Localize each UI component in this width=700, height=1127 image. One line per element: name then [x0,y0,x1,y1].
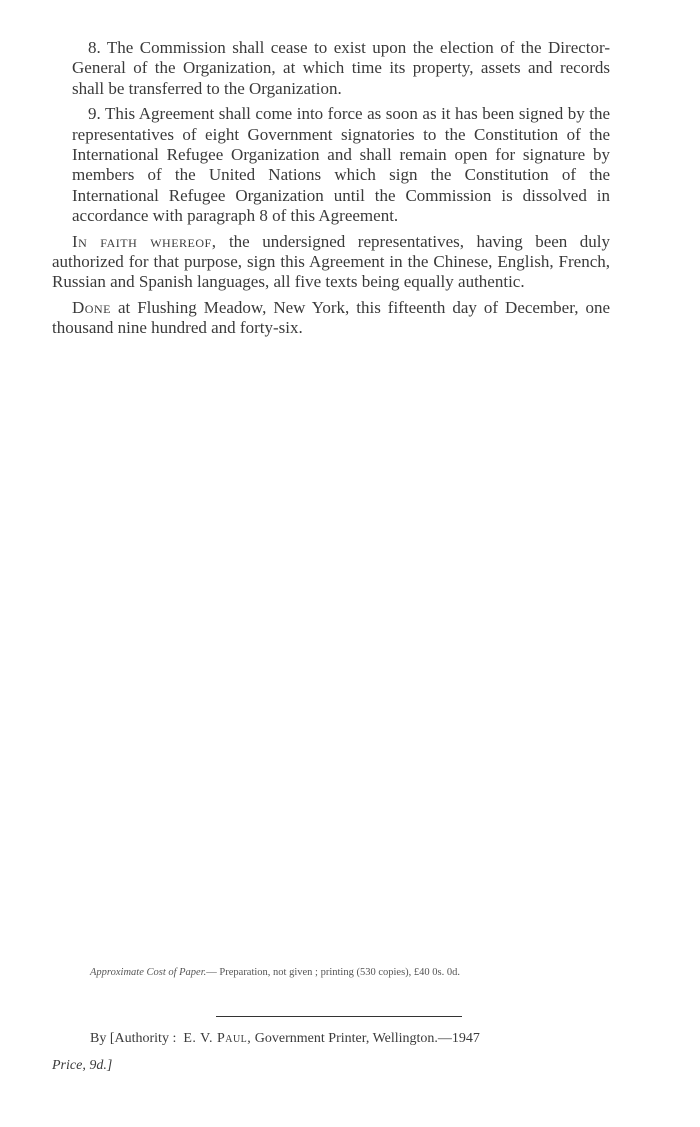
witness-text: the undersigned representatives, having been duly authorized for that purpose, sign this Agreement in the Chinese, English, French, Russian and Spanish languages, all five texts being equally authentic. [52,231,610,292]
cost-note [90,967,650,978]
agreement-body [52,38,610,344]
price-label: Price, 9d.] [52,1058,113,1073]
paragraph-8: 8. The Commission shall cease to exist upon the election of the Director-General of the Organization, at which time its property, assets and records shall be transferred to the Organization. [72,38,610,98]
cost-note-text: — Preparation, not given ; printing (530 copies), £40 0s. 0d. [206,967,460,978]
witness-lead: In faith whereof, [72,231,217,251]
printer-imprint [90,1031,610,1047]
printer-name: E. V. Paul, [183,1031,252,1046]
authority-label: By [Authority : [90,1031,177,1046]
cost-note-lead: Approximate Cost of Paper. [90,967,207,978]
done-text: at Flushing Meadow, New York, this fifteenth day of December, one thousand nine hundred and forty-six. [52,297,610,338]
done-clause [52,298,610,339]
footer-divider [216,1016,462,1017]
done-lead: Done [72,297,111,317]
witness-clause [52,232,610,293]
printer-details: Government Printer, Wellington.—1947 [251,1031,480,1046]
paragraph-9: 9. This Agreement shall come into force as soon as it has been signed by the representatives of eight Government signatories to the Constitution of the International Refugee Organization and shall remain open for signature by members of the United Nations which sign the Constitution of the International Refugee Organization until the Commission is dissolved in accordance with paragraph 8 of this Agreement. [72,104,610,226]
